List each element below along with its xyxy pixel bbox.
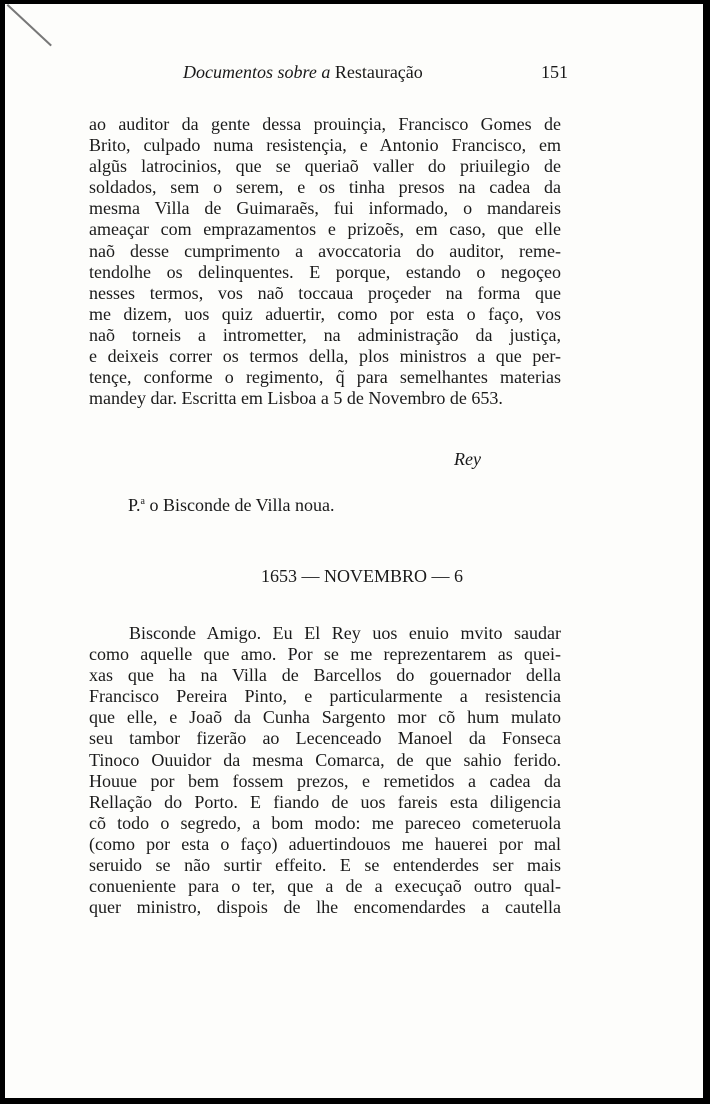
text-line: Houue por bem fossem prezos, e remetidos a cadea da (89, 770, 561, 791)
text-line: tendolhe os delinquentes. E porque, estando o negoçeo (89, 261, 561, 282)
text-line: mandey dar. Escritta em Lisboa a 5 de Novembro de 653. (89, 388, 503, 409)
text-line: naõ desse cumprimento a avoccatoria do auditor, reme- (89, 240, 561, 261)
text-line: tençe, conforme o regimento, q̃ para semelhantes materias (89, 367, 561, 388)
addressee-superscript: a (140, 496, 145, 507)
text-line: me dizem, uos quiz aduertir, como por esta o faço, vos (89, 303, 561, 324)
text-line: Francisco Pereira Pinto, e particularmente a resistencia (89, 686, 561, 707)
page-number: 151 (541, 62, 568, 82)
text-line: xas que ha na Villa de Barcellos do gouernador della (89, 665, 561, 686)
text-line: (como por esta o faço) aduertindouos me hauerei por mal (89, 833, 561, 854)
text-line: soldados, sem o serem, e os tinha presos na cadea da (89, 177, 561, 198)
text-line: conueniente para o ter, que a de a execuçaõ outro qual- (89, 876, 561, 897)
letter2-body (89, 623, 561, 918)
text-line: naõ torneis a intrometter, na administração da justiça, (89, 324, 561, 345)
text-line: algũs latrocinios, que se queriaõ valler do priuilegio de (89, 156, 561, 177)
text-line: como aquelle que amo. Por se me reprezentarem as quei- (89, 644, 561, 665)
text-line: Brito, culpado numa resistençia, e Antonio Francisco, em (89, 135, 561, 156)
text-line: ameaçar com emprazamentos e prizoẽs, em caso, que elle (89, 219, 561, 240)
text-line: ao auditor da gente dessa prouinçia, Francisco Gomes de (89, 114, 561, 134)
text-line: que elle, e Joaõ da Cunha Sargento mor cõ hum mulato (89, 707, 561, 728)
text-line: Tinoco Ouuidor da mesma Comarca, de que sahio ferido. (89, 749, 561, 770)
running-head-title-roman: Restauração (334, 62, 423, 82)
running-head-title-italic: Documentos sobre a (183, 62, 331, 82)
text-line: e deixeis correr os termos della, plos ministros a que per- (89, 346, 561, 367)
text-line: cõ todo o segredo, a bom modo: me pareceo cometeruola (89, 812, 561, 833)
letter1-body (89, 114, 561, 409)
addressee-prefix: P. (128, 495, 141, 515)
addressee-name: o Bisconde de Villa noua. (144, 495, 335, 515)
text-line: seu tambor fizerão ao Lecenceado Manoel da Fonseca (89, 728, 561, 749)
running-head-title (183, 62, 423, 83)
signature: Rey (454, 449, 481, 469)
running-head (183, 62, 568, 88)
text-line: Bisconde Amigo. Eu El Rey uos enuio mvito saudar (129, 623, 561, 643)
text-line: mesma Villa de Guimaraẽs, fui informado, o mandareis (89, 198, 561, 219)
text-line: seruido se não surtir effeito. E se entenderdes ser mais (89, 855, 561, 876)
addressee (128, 495, 335, 516)
text-line: Rellação do Porto. E fiando de uos fareis esta diligencia (89, 791, 561, 812)
date-heading: 1653 — NOVEMBRO — 6 (260, 566, 463, 586)
text-line: quer ministro, dispois de lhe encomendardes a cautella (89, 897, 561, 918)
text-line: nesses termos, vos naõ toccaua proçeder na forma que (89, 282, 561, 303)
